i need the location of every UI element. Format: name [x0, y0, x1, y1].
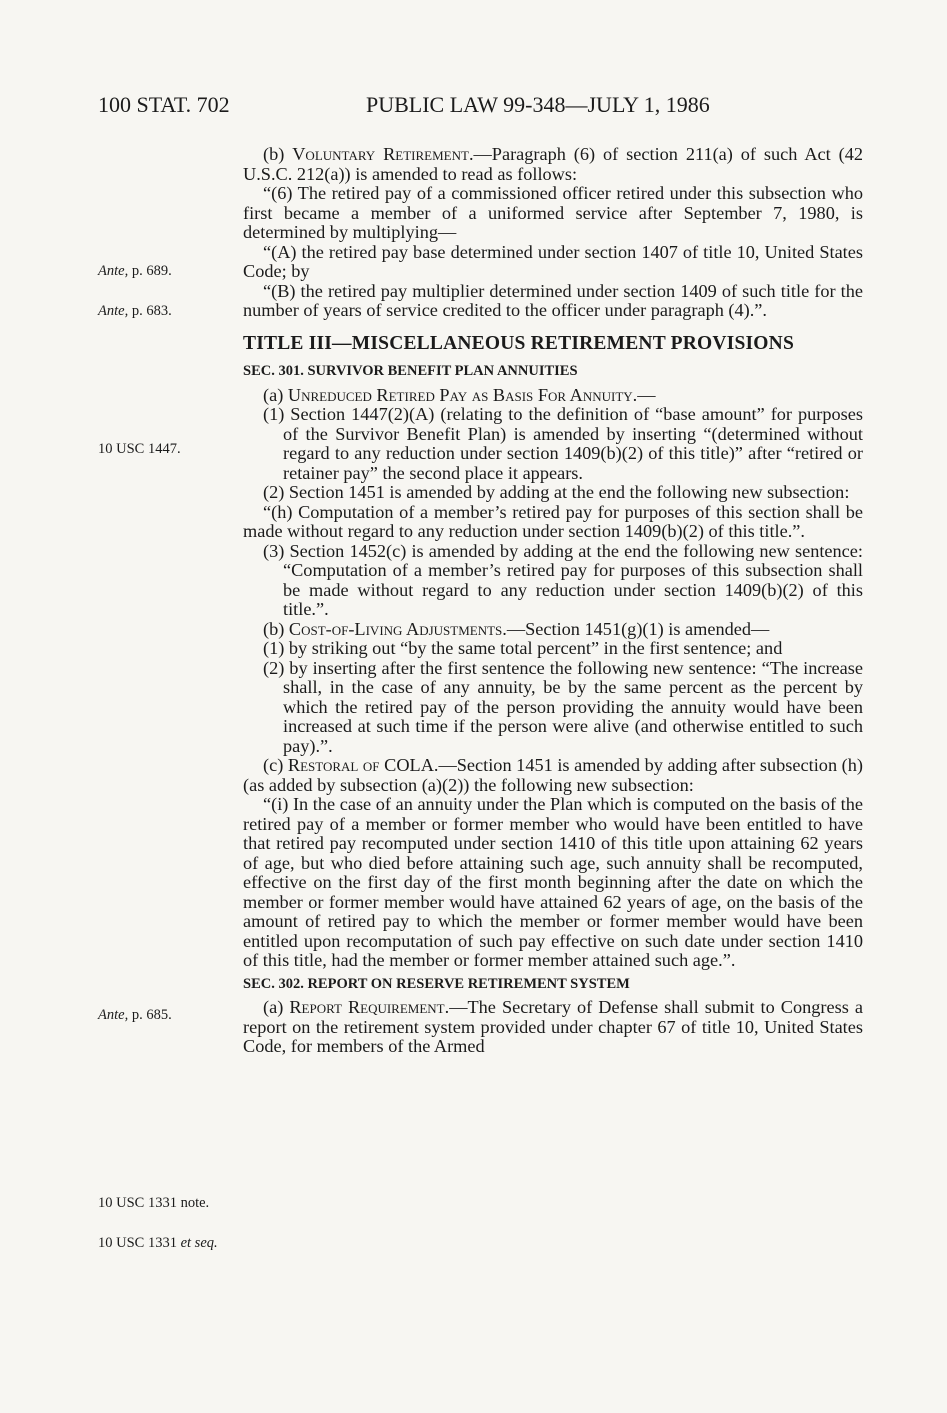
- margin-note-10-usc-1447: 10 USC 1447.: [98, 441, 181, 457]
- section-302-heading: SEC. 302. REPORT ON RESERVE RETIREMENT SYSTEM: [243, 975, 630, 992]
- subsection-a-unreduced-retired-pay: (a) Unreduced Retired Pay as Basis For Annuity.—: [263, 384, 656, 405]
- subsection-b-voluntary-retirement: (b) Voluntary Retirement.—Paragraph (6) of section 211(a) of such Act (42 U.S.C. 212(a)) is amended to read as follows:: [243, 144, 864, 184]
- margin-note-10-usc-1331-et-seq: 10 USC 1331 et seq.: [98, 1235, 218, 1251]
- page-stat-citation: 100 STAT. 702: [98, 92, 230, 117]
- subsection-a-report-requirement: (a) Report Requirement.—The Secretary of Defense shall submit to Congress a report on the retirement system provided under chapter 67 of title 10, United States Code, for members of the Armed: [243, 997, 863, 1056]
- cola-paragraph-1-text: (1) by striking out “by the same total percent” in the first sentence; and: [263, 638, 783, 658]
- section-301-heading: SEC. 301. SURVIVOR BENEFIT PLAN ANNUITIES: [243, 363, 578, 379]
- margin-note-ante-689: Ante, p. 689.: [98, 263, 172, 279]
- margin-note-ante-683: Ante, p. 683.: [98, 303, 172, 319]
- paragraph-3-text: (3) Section 1452(c) is amended by adding at the end the following new sentence: “Computation of a member’s retired pay for purposes of this subsection shall be made without regard to any reduction under section 1409(b)(2) of this title.”.: [263, 540, 863, 619]
- paragraph-6-text: “(6) The retired pay of a commissioned officer retired under this subsection who first became a member of a uniformed service after September 7, 1980, is determined by multiplying—: [243, 183, 863, 242]
- subsection-i-text: “(i) In the case of an annuity under the Plan which is computed on the basis of the retired pay of a member or former member who would have been entitled to have that retired pay recomputed under section 1410 of this title upon attaining 62 years of age, but who died before attaining such age, such annuity shall be recomputed, effective on the first day of the first month beginning after the date on which the member or former member would have attained 62 years of age, on the basis of the amount of retired pay to which the member or former member would have been entitled upon recomputation of such pay effective on such date under section 1410 of this title, had the member or former member attained such age.”.: [243, 794, 863, 970]
- running-header: PUBLIC LAW 99-348—JULY 1, 1986: [366, 92, 710, 117]
- title-iii-heading: TITLE III—MISCELLANEOUS RETIREMENT PROVISIONS: [243, 332, 794, 354]
- paragraph-1-text: (1) Section 1447(2)(A) (relating to the definition of “base amount” for purposes of the Survivor Benefit Plan) is amended by inserting “(determined without regard to any reduction under section 1409(b)(2) of this title)” after “retired or retainer pay” the second place it appears.: [263, 404, 863, 483]
- statute-text: [243, 145, 863, 1057]
- margin-note-ante-685: Ante, p. 685.: [98, 1007, 172, 1023]
- subsection-h-text: “(h) Computation of a member’s retired pay for purposes of this section shall be made without regard to any reduction under section 1409(b)(2) of this title.”.: [243, 501, 863, 541]
- paragraph-B-text: “(B) the retired pay multiplier determined under section 1409 of such title for the number of years of service credited to the officer under paragraph (4).”.: [243, 280, 863, 320]
- subsection-c-restoral-of-cola: (c) Restoral of COLA.—Section 1451 is amended by adding after subsection (h) (as added by subsection (a)(2)) the following new subsection:: [243, 755, 863, 795]
- subsection-b-cost-of-living: (b) Cost-of-Living Adjustments.—Section 1451(g)(1) is amended—: [263, 618, 770, 639]
- margin-note-10-usc-1331-note: 10 USC 1331 note.: [98, 1195, 210, 1211]
- cola-paragraph-2-text: (2) by inserting after the first sentence the following new sentence: “The increase shall, in the case of any annuity, be by the same percent as the percent by which the retired pay of the person providing the annuity would have been increased at such time if the person were alive (and otherwise entitled to such pay).”.: [263, 657, 863, 756]
- paragraph-A-text: “(A) the retired pay base determined under section 1407 of title 10, United States Code; by: [243, 241, 863, 281]
- paragraph-2-text: (2) Section 1451 is amended by adding at the end the following new subsection:: [263, 482, 850, 502]
